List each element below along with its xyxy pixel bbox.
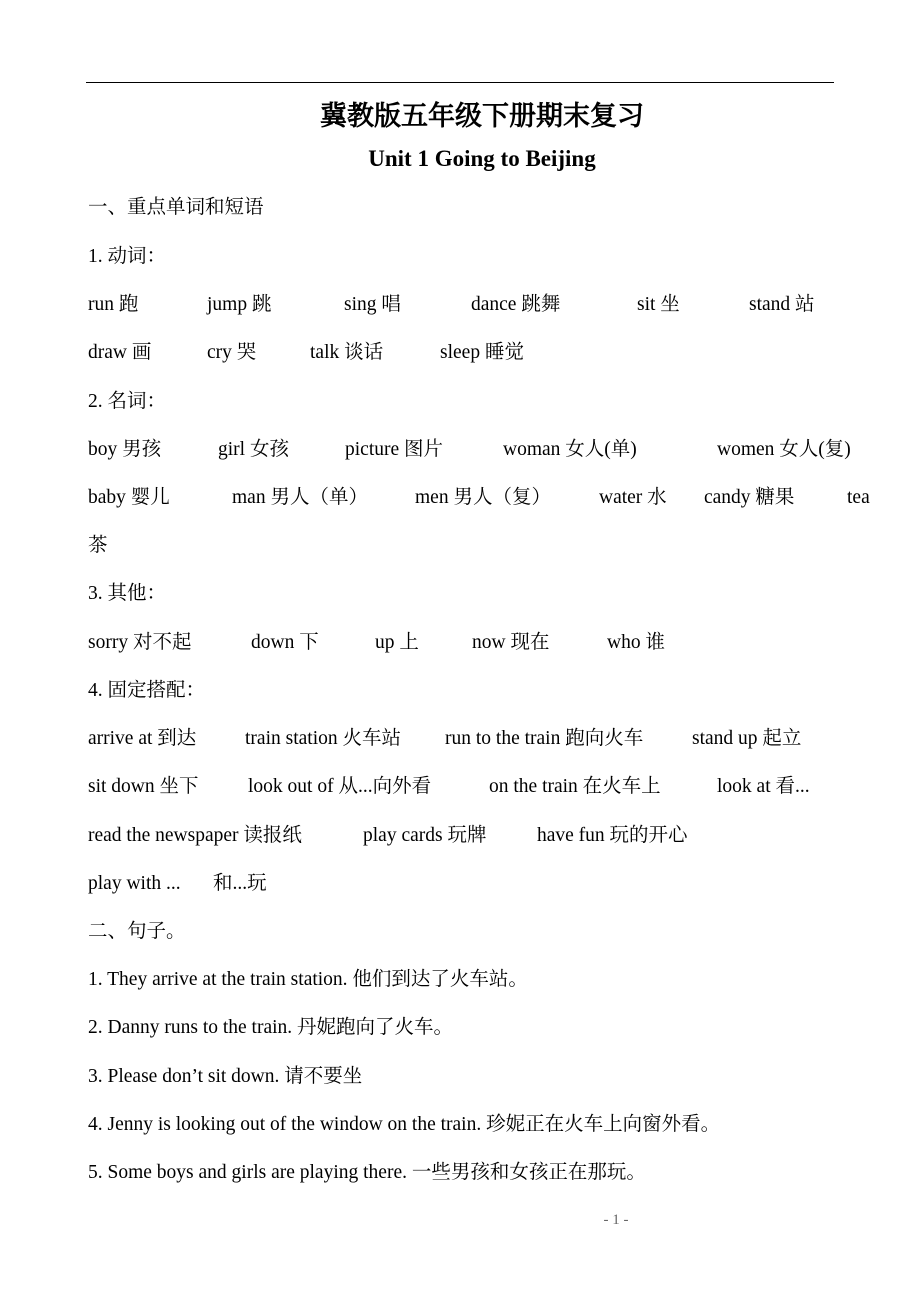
word-item: dance 跳舞 [471, 294, 561, 315]
word-item: women 女人(复) [717, 439, 851, 460]
phrase-item: look at 看... [717, 776, 810, 797]
nouns-row-3: 茶 [88, 535, 108, 556]
phrases-heading: 4. 固定搭配： [88, 680, 206, 701]
word-item: now 现在 [472, 632, 550, 653]
sentence-item: 1. They arrive at the train station. 他们到达了火车站。 [88, 969, 528, 990]
phrase-item: arrive at 到达 [88, 728, 197, 749]
word-item: candy 糖果 [704, 487, 795, 508]
phrase-item: stand up 起立 [692, 728, 802, 749]
phrase-item: on the train 在火车上 [489, 776, 661, 797]
phrase-item: have fun 玩的开心 [537, 825, 688, 846]
phrase-item: look out of 从...向外看 [248, 776, 432, 797]
others-heading: 3. 其他： [88, 583, 167, 604]
word-item: who 谁 [607, 632, 665, 653]
word-item: girl 女孩 [218, 439, 289, 460]
header-rule [86, 82, 834, 83]
nouns-heading: 2. 名词： [88, 391, 167, 412]
phrase-item: play cards 玩牌 [363, 825, 487, 846]
sentence-item: 3. Please don’t sit down. 请不要坐 [88, 1066, 363, 1087]
word-item: sorry 对不起 [88, 632, 192, 653]
unit-title: Unit 1 Going to Beijing [368, 146, 596, 171]
phrase-item: play with ... [88, 873, 181, 894]
word-item: sit 坐 [637, 294, 680, 315]
word-item: up 上 [375, 632, 419, 653]
page-number: - 1 - [603, 1212, 629, 1228]
word-item: stand 站 [749, 294, 815, 315]
word-item: picture 图片 [345, 439, 444, 460]
phrase-item: run to the train 跑向火车 [445, 728, 644, 749]
word-item: talk 谈话 [310, 342, 384, 363]
word-item: baby 婴儿 [88, 487, 170, 508]
section-heading-vocabulary: 一、重点单词和短语 [88, 197, 264, 218]
verbs-heading: 1. 动词： [88, 246, 167, 267]
word-item: run 跑 [88, 294, 139, 315]
word-item: sing 唱 [344, 294, 401, 315]
section-heading-sentences: 二、句子。 [88, 921, 186, 942]
word-item: draw 画 [88, 342, 152, 363]
word-item: boy 男孩 [88, 439, 162, 460]
phrase-item: sit down 坐下 [88, 776, 199, 797]
word-item: water 水 [599, 487, 667, 508]
page-title: 冀教版五年级下册期末复习 [320, 101, 644, 131]
phrase-item: read the newspaper 读报纸 [88, 825, 302, 846]
phrase-item: train station 火车站 [245, 728, 401, 749]
word-item: sleep 睡觉 [440, 342, 524, 363]
word-item: cry 哭 [207, 342, 257, 363]
sentence-item: 5. Some boys and girls are playing there. 一些男孩和女孩正在那玩。 [88, 1162, 646, 1183]
word-item: jump 跳 [207, 294, 272, 315]
phrase-item: 和...玩 [213, 873, 267, 894]
word-item: woman 女人(单) [503, 439, 637, 460]
sentence-item: 4. Jenny is looking out of the window on the train. 珍妮正在火车上向窗外看。 [88, 1114, 721, 1135]
word-item: man 男人（单） [232, 487, 368, 508]
word-item: down 下 [251, 632, 319, 653]
word-item: tea [847, 487, 870, 508]
word-item: men 男人（复） [415, 487, 551, 508]
sentence-item: 2. Danny runs to the train. 丹妮跑向了火车。 [88, 1017, 454, 1038]
